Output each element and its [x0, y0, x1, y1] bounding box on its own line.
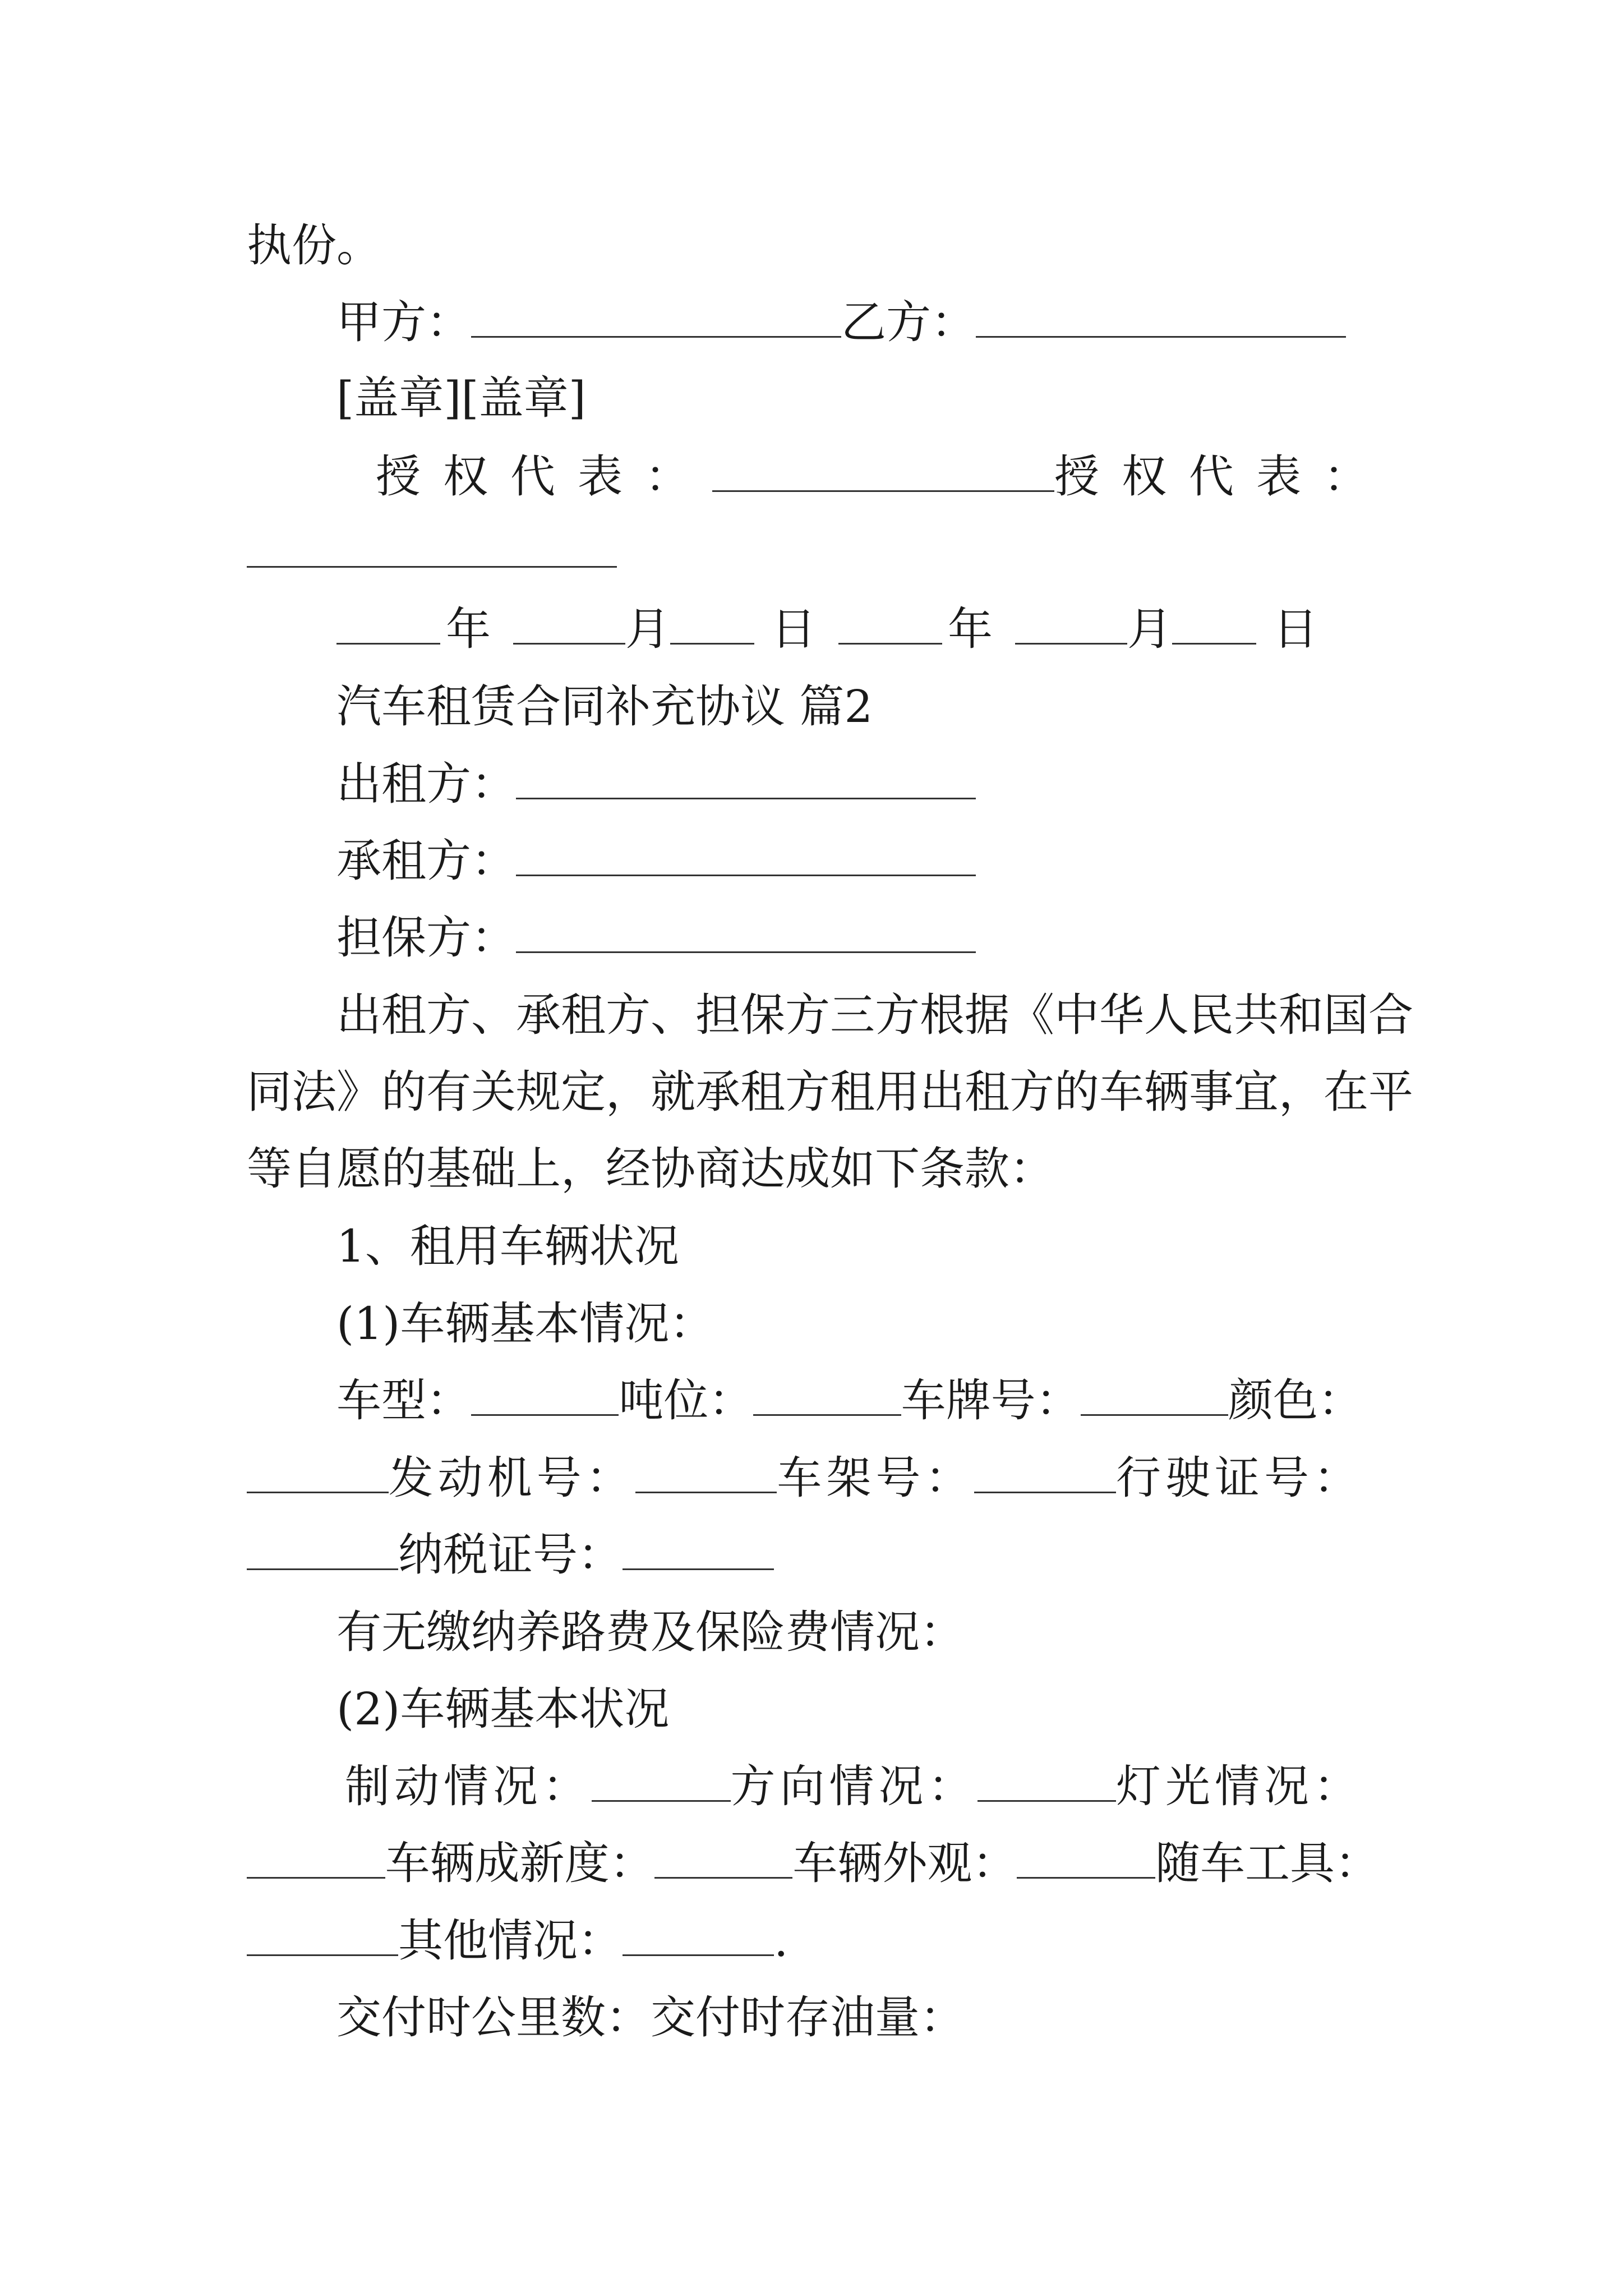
tax-label: 纳税证号：: [398, 1529, 623, 1581]
lessor-blank[interactable]: [516, 762, 976, 799]
party-b-label: 乙方：: [841, 296, 976, 348]
party-a-blank[interactable]: [471, 300, 841, 338]
day-a-blank[interactable]: [670, 607, 754, 645]
rep-a-label: 授权代表：: [376, 450, 712, 503]
guarantor-label: 担保方：: [336, 912, 516, 964]
vehicle-info-line-2: [247, 1450, 1363, 1506]
subclause-heading: [336, 1681, 669, 1737]
section-heading: [336, 679, 873, 735]
month-a-blank[interactable]: [513, 607, 625, 645]
lessor-line: [336, 756, 976, 812]
paragraph-line: [336, 987, 1413, 1043]
tonnage-label: 吨位：: [619, 1374, 754, 1427]
guarantor-line: [336, 910, 976, 966]
vehicle-info-line-1: [336, 1373, 1363, 1429]
vehicle-info-line-3: [247, 1527, 774, 1583]
clause-heading: [336, 1218, 679, 1274]
brake-label: 制动情况：: [345, 1760, 592, 1812]
other-end: .: [774, 1915, 789, 1967]
year-a-label: 年: [446, 603, 491, 655]
model-label: 车型：: [336, 1374, 471, 1427]
license-label: 行驶证号：: [1116, 1452, 1363, 1504]
vehicle-condition-line-2: [247, 1835, 1380, 1892]
party-b-blank[interactable]: [976, 300, 1346, 338]
month-b-label: 月: [1127, 603, 1172, 655]
text: 执份。: [247, 219, 381, 272]
paragraph-text: 出租方、承租方、担保方三方根据《中华人民共和国合: [336, 989, 1413, 1041]
plate-label: 车牌号：: [901, 1374, 1081, 1427]
year-b-label: 年: [948, 603, 993, 655]
engine-label: 发动机号：: [388, 1452, 635, 1504]
light-blank[interactable]: [247, 1841, 385, 1879]
paragraph-text: 同法》的有关规定，就承租方租用出租方的车辆事宜，在平: [247, 1066, 1413, 1118]
guarantor-blank[interactable]: [516, 915, 976, 953]
year-b-blank[interactable]: [838, 607, 942, 645]
day-a-label: 日: [771, 603, 816, 655]
subclause-text: (1)车辆基本情况：: [336, 1297, 714, 1350]
steering-label: 方向情况：: [730, 1760, 978, 1812]
light-label: 灯光情况：: [1116, 1760, 1363, 1812]
heading-text: 汽车租赁合同补充协议 篇2: [336, 680, 873, 733]
day-b-label: 日: [1273, 603, 1318, 655]
vehicle-condition-line-3: [247, 1913, 788, 1969]
other-label: 其他情况：: [398, 1915, 623, 1967]
lessor-label: 出租方：: [336, 758, 516, 810]
seal-text: [盖章][盖章]: [336, 372, 586, 424]
paragraph-line: [247, 1141, 1054, 1197]
fee-status-text: 有无缴纳养路费及保险费情况：: [336, 1606, 965, 1658]
paragraph-line: [247, 1064, 1413, 1120]
tonnage-blank[interactable]: [753, 1378, 901, 1416]
model-blank[interactable]: [471, 1378, 619, 1416]
newness-blank[interactable]: [654, 1841, 793, 1879]
party-a-label: 甲方：: [336, 296, 471, 348]
brake-blank[interactable]: [592, 1764, 731, 1802]
tools-blank[interactable]: [247, 1918, 398, 1956]
month-b-blank[interactable]: [1015, 607, 1127, 645]
color-blank[interactable]: [247, 1456, 389, 1493]
delivery-line: [336, 1990, 965, 2046]
seal-line: [336, 370, 586, 426]
delivery-text: 交付时公里数：交付时存油量：: [336, 1991, 965, 2044]
steering-blank[interactable]: [978, 1764, 1117, 1802]
appearance-blank[interactable]: [1017, 1841, 1155, 1879]
date-line: [336, 601, 1318, 657]
vehicle-condition-line-1: [345, 1759, 1363, 1815]
engine-blank[interactable]: [635, 1456, 777, 1493]
frame-label: 车架号：: [777, 1452, 975, 1504]
lessee-label: 承租方：: [336, 835, 516, 887]
subclause-heading: [336, 1296, 714, 1352]
rep-b-blank[interactable]: [247, 530, 617, 568]
appearance-label: 车辆外观：: [792, 1837, 1017, 1889]
clause-text: 1、租用车辆状况: [336, 1220, 679, 1272]
fee-status-line: [336, 1604, 965, 1660]
authorized-rep-line: [376, 449, 1391, 505]
plate-blank[interactable]: [1081, 1378, 1228, 1416]
tax-blank[interactable]: [623, 1533, 774, 1570]
tools-label: 随车工具：: [1155, 1837, 1380, 1889]
rep-b-label: 授权代表：: [1054, 450, 1391, 503]
rep-a-blank[interactable]: [712, 454, 1054, 492]
color-label: 颜色：: [1228, 1374, 1363, 1427]
lessee-blank[interactable]: [516, 839, 976, 876]
paragraph-text: 等自愿的基础上，经协商达成如下条款：: [247, 1143, 1054, 1195]
lessee-line: [336, 833, 976, 889]
month-a-label: 月: [625, 603, 670, 655]
subclause-text: (2)车辆基本状况: [336, 1683, 670, 1735]
newness-label: 车辆成新度：: [385, 1837, 654, 1889]
license-blank[interactable]: [247, 1533, 398, 1570]
rep-b-blank-line: [247, 524, 617, 581]
signature-line-parties: [336, 295, 1346, 351]
text-line: [247, 218, 381, 274]
frame-blank[interactable]: [974, 1456, 1116, 1493]
year-a-blank[interactable]: [336, 607, 440, 645]
day-b-blank[interactable]: [1172, 607, 1256, 645]
other-blank[interactable]: [623, 1918, 774, 1956]
